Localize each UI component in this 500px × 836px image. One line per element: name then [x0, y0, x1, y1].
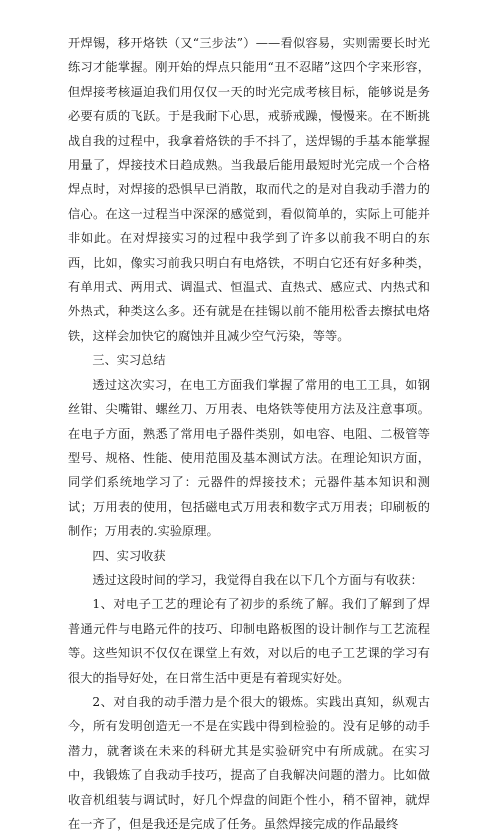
paragraph-1: 开焊锡，移开烙铁（又“三步法”）——看似容易，实则需要长时光练习才能掌握。刚开始的焊点只能用“丑不忍睹”这四个字来形容，但焊接考核逼迫我们用仅仅一天的时光完成考核目标，能够说是务必要有质的飞跃。于是我耐下心思，戒骄戒躁，慢慢来。在不断挑战自我的过程中，我拿着烙铁的手不抖了，送焊锡的手基本能掌握用量了，焊接技术日趋成熟。当我最后能用最短时光完成一个合格焊点时，对焊接的恐惧早已消散，取而代之的是对自我动手潜力的信心。在这一过程当中深深的感觉到，看似简单的，实际上可能并非如此。在对焊接实习的过程中我学到了许多以前我不明白的东西，比如，像实习前我只明白有电烙铁，不明白它还有好多种类，有单用式、两用式、调温式、恒温式、直热式、感应式、内热式和外热式，种类这么多。还有就是在挂锡以前不能用松香去擦拭电烙铁，这样会加快它的腐蚀并且减少空气污染，等等。 — [68, 36, 430, 343]
paragraph-3: 透过这段时间的学习，我觉得自我在以下几个方面与有收获： — [92, 572, 423, 587]
paragraph-4: 1、对电子工艺的理论有了初步的系统了解。我们了解到了焊普通元件与电路元件的技巧、印制电路板图的设计制作与工艺流程等。这些知识不仅仅在课堂上有效，对以后的电子工艺课的学习有很大的指导好处，在日常生活中更是有着现实好处。 — [68, 597, 430, 685]
document-page — [68, 31, 430, 831]
paragraph-2: 透过这次实习，在电工方面我们掌握了常用的电工工具，如钢丝钳、尖嘴钳、螺丝刀、万用表、电烙铁等使用方法及注意事项。在电子方面，熟悉了常用电子器件类别，如电容、电阻、二极管等型号、规格、性能、使用范围及基本测试方法。在理论知识方面，同学们系统地学习了：元器件的焊接技术；元器件基本知识和测试；万用表的使用，包括磁电式万用表和数字式万用表；印刷板的制作；万用表的.实验原理。 — [68, 377, 430, 539]
section-heading-summary: 三、实习总结 — [92, 353, 166, 368]
paragraph-5: 2、对自我的动手潜力是个很大的锻炼。实践出真知，纵观古今，所有发明创造无一不是在实践中得到检验的。没有足够的动手潜力，就奢谈在未来的科研尤其是实验研究中有所成就。在实习中，我锻炼了自我动手技巧，提高了自我解决问题的潜力。比如做收音机组装与调试时，好几个焊盘的间距个性小，稍不留神，就焊在一齐了，但是我还是完成了任务。虽然焊接完成的作品最终 — [68, 694, 430, 831]
section-heading-gains: 四、实习收获 — [92, 548, 166, 563]
